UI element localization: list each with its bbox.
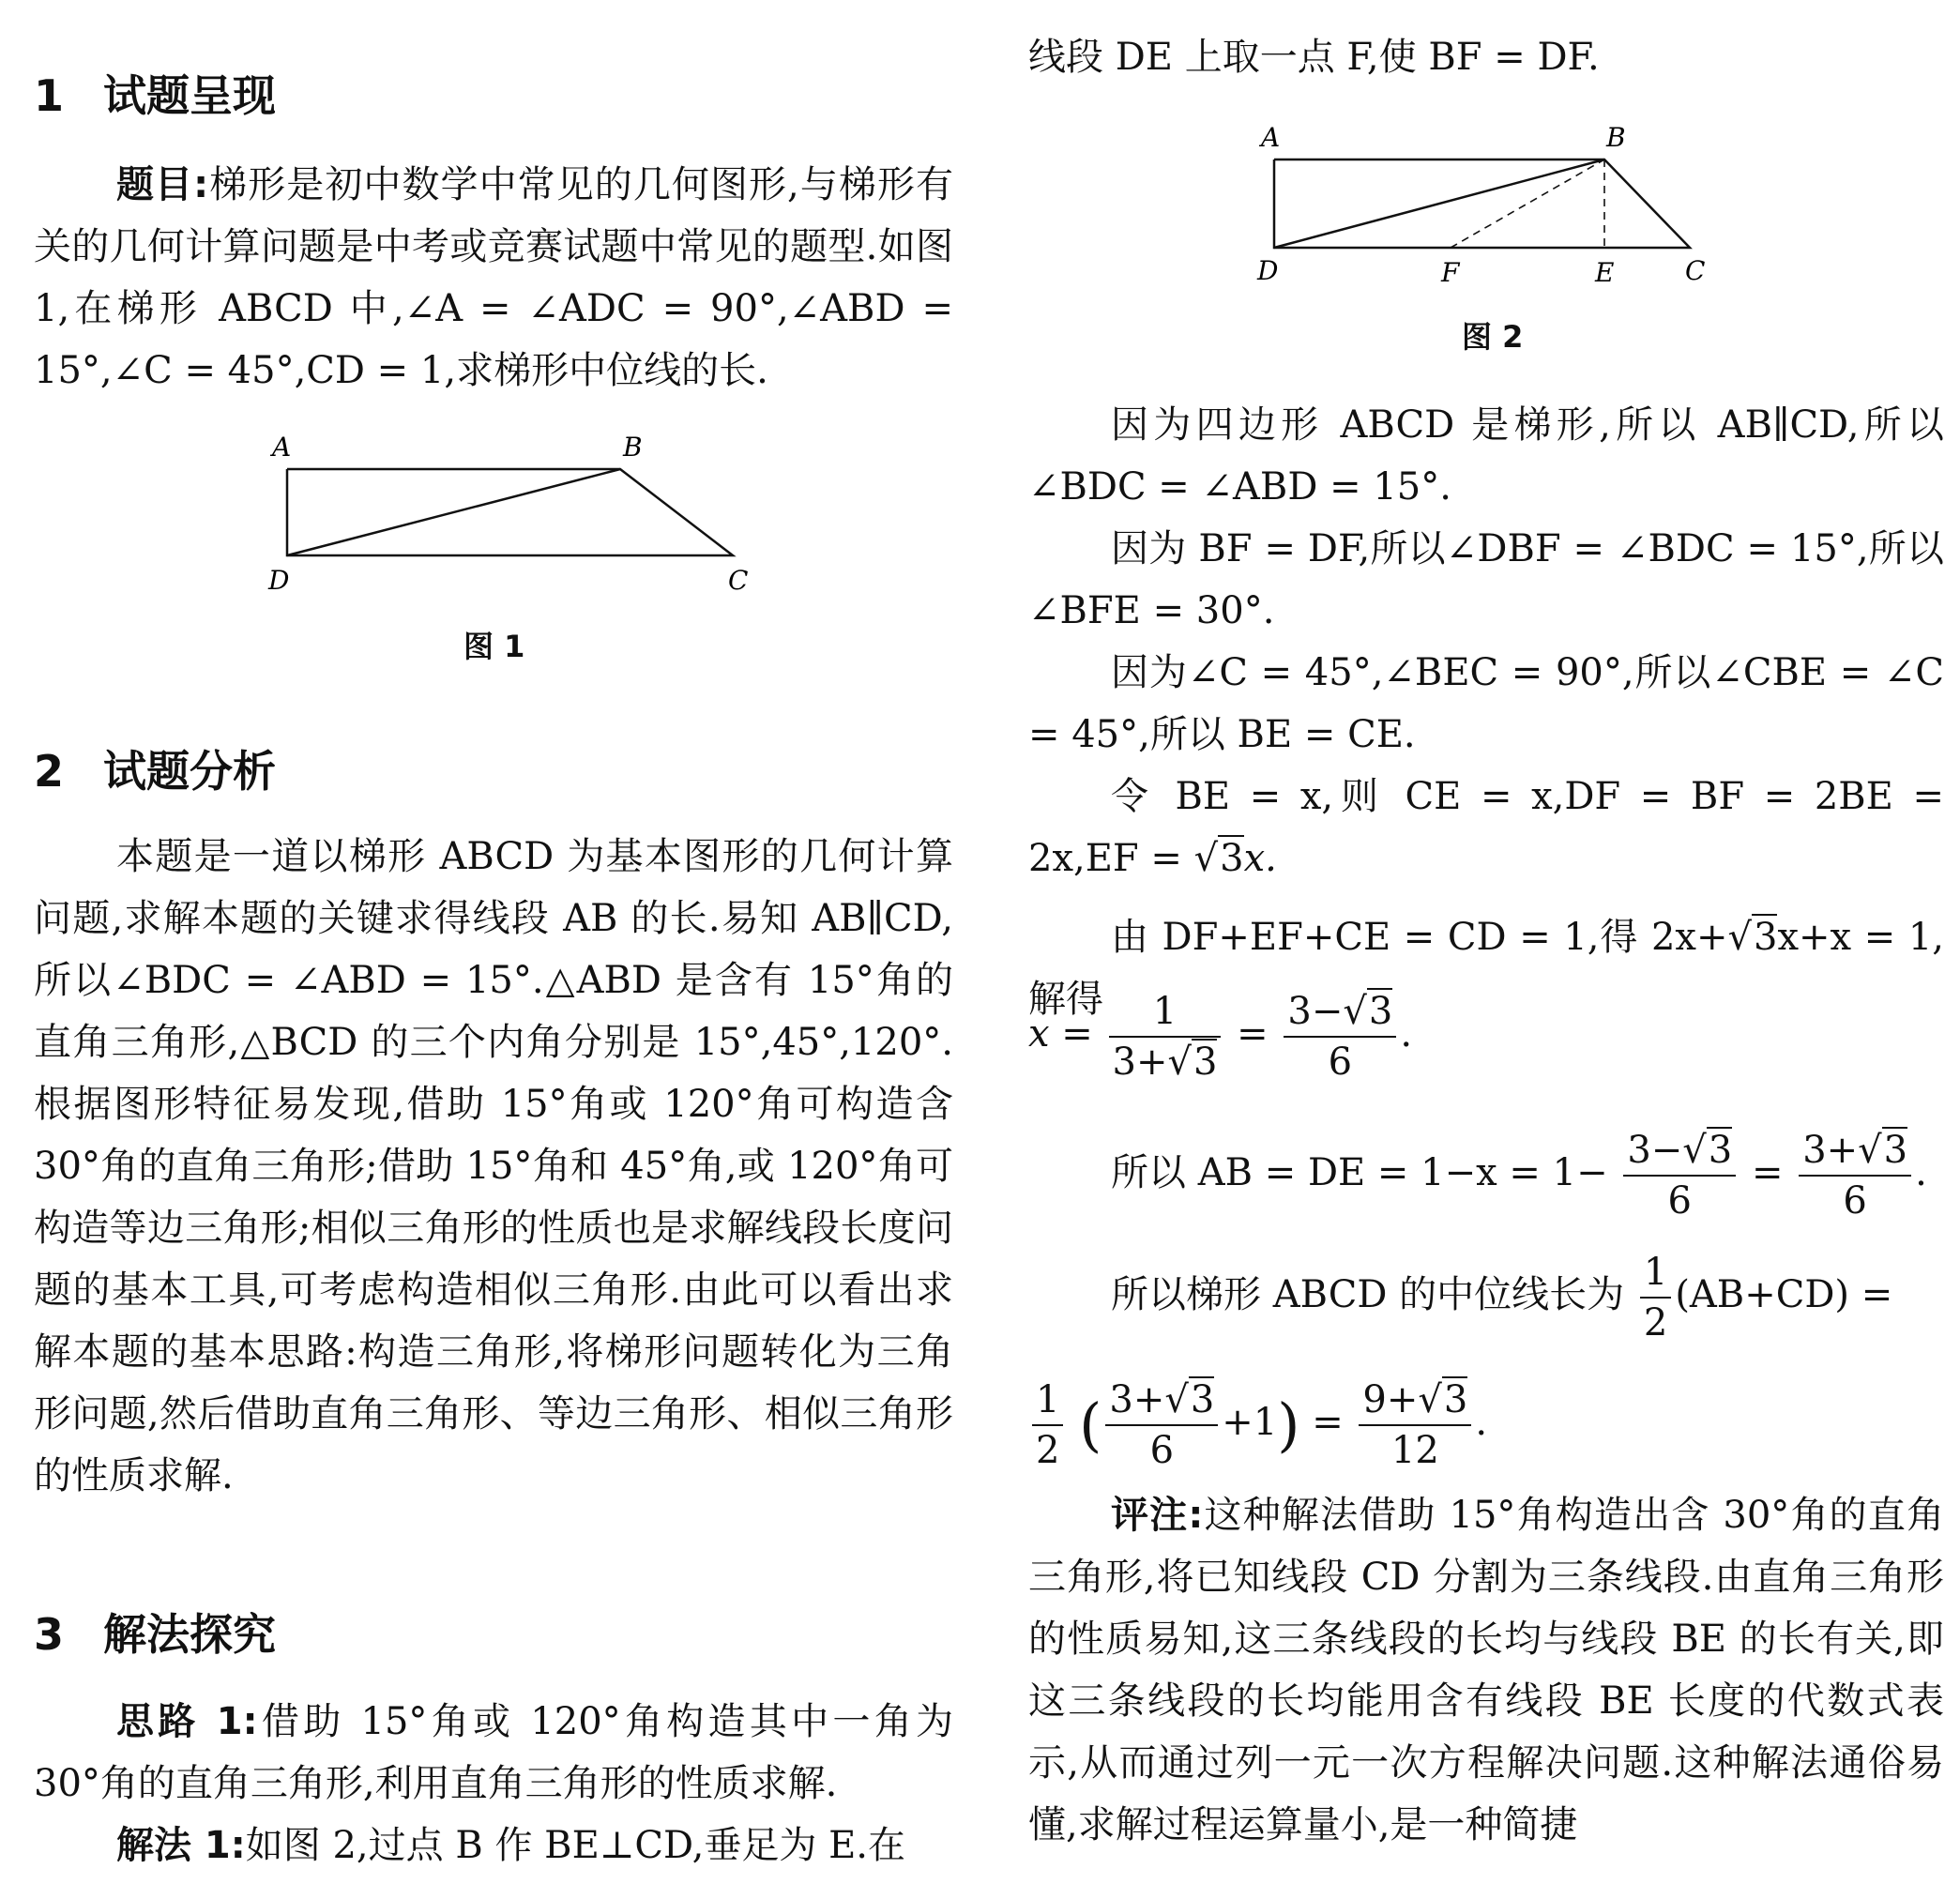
- diagonal-bd: [1274, 160, 1604, 248]
- fraction: $\frac{3+√3}{6}$: [1799, 1126, 1911, 1225]
- section-title: 解法探究: [103, 1609, 276, 1660]
- step-paragraph-4: [1028, 766, 1944, 889]
- solution-1-paragraph: [34, 1815, 953, 1876]
- solution-1-continued: 线段 DE 上取一点 F,使 BF = DF.: [1028, 36, 1600, 79]
- fraction: $\frac{9+√3}{12}$: [1359, 1375, 1471, 1475]
- point-a-label: A: [1261, 122, 1281, 153]
- idea-1-text: 借助 15°角或 120°角构造其中一角为 30°角的直角三角形,利用直角三角形的性质求解.: [34, 1700, 953, 1805]
- equation-ab-length: 所以 AB = DE = 1−x = 1− $\frac{3-√3}{6}$ = $\frac{3+√3}{6}$ .: [1111, 1126, 1927, 1225]
- equation-midline-result: $\frac{1}{2}$ ( $\frac{3+√3}{6}$ +1) = $\frac{9+√3}{12}$ .: [1028, 1375, 1487, 1475]
- diagonal-bd: [287, 469, 620, 555]
- section-3-heading: [34, 1601, 276, 1663]
- point-a-label: A: [272, 432, 292, 463]
- step-paragraph-3: 因为∠C = 45°,∠BEC = 90°,所以∠CBE = ∠C = 45°,所以 BE = CE.: [1028, 651, 1944, 756]
- step-paragraph-5: 由 DF+EF+CE = CD = 1,得 2x+√3x+x = 1,解得: [1028, 916, 1944, 1021]
- solution-1-text: 如图 2,过点 B 作 BE⊥CD,垂足为 E.在: [245, 1824, 905, 1867]
- fraction: $\frac{1}{3+√3}$: [1109, 987, 1222, 1086]
- section-2-heading: [34, 737, 276, 799]
- point-b-label: B: [623, 432, 643, 463]
- trapezoid-outline: [287, 469, 733, 555]
- solution-1-label: 解法 1:: [116, 1824, 246, 1867]
- problem-paragraph: [34, 154, 953, 402]
- point-f-label: F: [1441, 257, 1460, 288]
- point-b-label: B: [1606, 122, 1626, 153]
- sqrt-3: √3: [1193, 837, 1244, 880]
- section-title: 试题呈现: [103, 70, 276, 121]
- equation-x-value: x = $\frac{1}{3+√3}$ = $\frac{3-√3}{6}$ .: [1028, 987, 1412, 1086]
- point-e-label: E: [1595, 257, 1615, 288]
- point-c-label: C: [1685, 255, 1706, 286]
- sqrt-3: √3: [1727, 916, 1778, 959]
- analysis-paragraph: 本题是一道以梯形 ABCD 为基本图形的几何计算问题,求解本题的关键求得线段 AB 的长.易知 AB∥CD,所以∠BDC = ∠ABD = 15°.△ABD 是含有 15°角的直角三角形,△BCD 的三个内角分别是 15°,45°,120°.根据图形特征易发现,借助 15°角或 120°角可构造含 30°角的直角三角形;借助 15°角和 45°角,或 120°角可构造等边三角形;相似三角形的性质也是求解线段长度问题的基本工具,可考虑构造相似三角形.由此可以看出求解本题的基本思路:构造三角形,将梯形问题转化为三角形问题,然后借助直角三角形、等边三角形、相似三角形的性质求解.: [34, 835, 953, 1497]
- step-4-text: 令 BE = x,则 CE = x,DF = BF = 2BE = 2x,EF =: [1028, 775, 1944, 880]
- step-4-tail: x.: [1243, 837, 1277, 880]
- equation-midline: 所以梯形 ABCD 的中位线长为 $\frac{1}{2}$ (AB+CD) =: [1111, 1248, 1892, 1347]
- section-number: 1: [34, 70, 65, 121]
- fraction: $\frac{3-√3}{6}$: [1623, 1126, 1736, 1225]
- figure-2: [1253, 122, 1779, 291]
- fraction: $\frac{1}{2}$: [1640, 1248, 1671, 1347]
- idea-1-label: 思路 1:: [116, 1700, 258, 1743]
- fraction: $\frac{3-√3}{6}$: [1284, 987, 1396, 1086]
- step-paragraph-2: 因为 BF = DF,所以∠DBF = ∠BDC = 15°,所以∠BFE = 30°.: [1028, 527, 1944, 632]
- remark-label: 评注:: [1111, 1494, 1204, 1537]
- trapezoid-figure-1: [259, 433, 784, 602]
- section-1-heading: [34, 62, 276, 124]
- idea-1-paragraph: [34, 1691, 953, 1815]
- remark-text: 这种解法借助 15°角构造出含 30°角的直角三角形,将已知线段 CD 分割为三条线段.由直角三角形的性质易知,这三条线段的长均与线段 BE 的长有关,即这三条线段的长均能用含有线段 BE 长度的代数式表示,从而通过列一元一次方程解决问题.这种解法通俗易懂,求解过程运算量小,是一种简捷: [1028, 1494, 1944, 1846]
- point-d-label: D: [268, 565, 290, 596]
- point-d-label: D: [1257, 255, 1279, 286]
- problem-label: 题目:: [116, 163, 209, 206]
- remark-paragraph: [1028, 1484, 1944, 1856]
- dashed-bf: [1451, 160, 1604, 248]
- step-paragraph-1: 因为四边形 ABCD 是梯形,所以 AB∥CD,所以∠BDC = ∠ABD = 15°.: [1028, 403, 1944, 509]
- figure-2-caption: 图 2: [1462, 319, 1524, 355]
- trapezoid-figure-2: [1253, 122, 1779, 291]
- section-number: 3: [34, 1609, 65, 1660]
- fraction: $\frac{1}{2}$: [1032, 1375, 1063, 1475]
- point-c-label: C: [728, 565, 749, 596]
- section-title: 试题分析: [103, 746, 276, 797]
- figure-1: [259, 433, 784, 602]
- trapezoid-outline: [1274, 160, 1690, 248]
- problem-text: 梯形是初中数学中常见的几何图形,与梯形有关的几何计算问题是中考或竞赛试题中常见的题型.如图 1,在梯形 ABCD 中,∠A = ∠ADC = 90°,∠ABD = 15°,∠C = 45°,CD = 1,求梯形中位线的长.: [34, 163, 954, 392]
- fraction: $\frac{3+√3}{6}$: [1105, 1375, 1218, 1475]
- section-number: 2: [34, 746, 65, 797]
- figure-1-caption: 图 1: [463, 629, 525, 664]
